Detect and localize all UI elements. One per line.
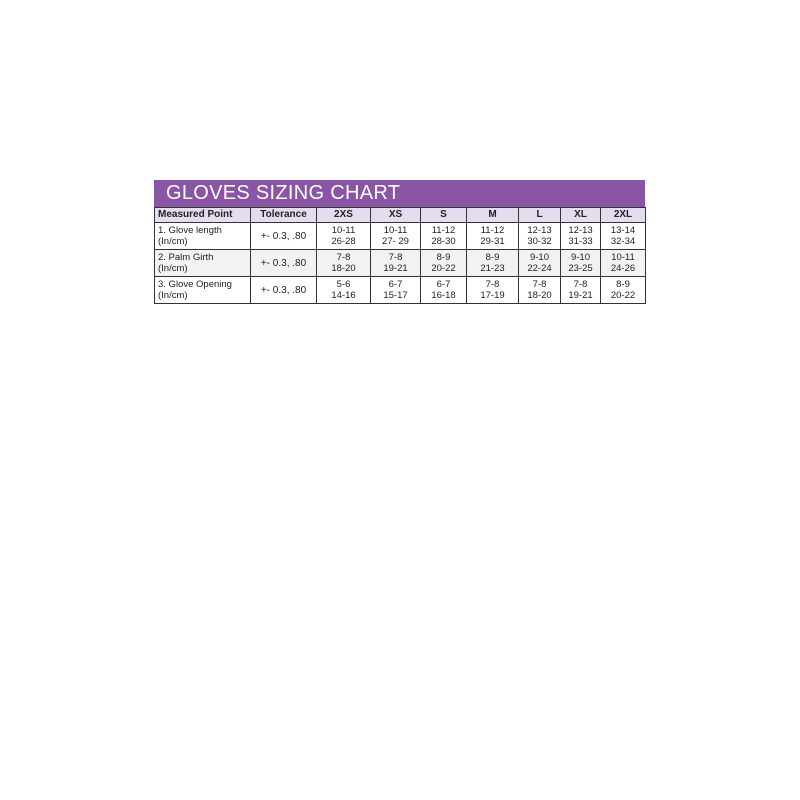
size-cell: [467, 250, 519, 277]
size-inches: 6-7: [436, 279, 451, 290]
table-row: [155, 250, 646, 277]
header-measured-point: Measured Point: [155, 208, 251, 223]
table-row: [155, 277, 646, 304]
size-inches: 6-7: [388, 279, 403, 290]
size-cell: [561, 250, 601, 277]
size-cm: 19-21: [383, 263, 408, 274]
tolerance-cell: +- 0.3, .80: [251, 223, 317, 250]
measured-point-unit: (In/cm): [158, 263, 188, 274]
size-cell: [519, 250, 561, 277]
size-cm: 32-34: [610, 236, 636, 247]
size-cm: 23-25: [568, 263, 593, 274]
header-size-m: M: [467, 208, 519, 223]
size-cm: 28-30: [431, 236, 456, 247]
tolerance-cell: +- 0.3, .80: [251, 250, 317, 277]
size-cell: [467, 277, 519, 304]
size-cm: 30-32: [527, 236, 552, 247]
measured-point-cell: [155, 277, 251, 304]
size-cm: 22-24: [527, 263, 552, 274]
size-inches: 12-13: [568, 225, 593, 236]
header-size-2xl: 2XL: [601, 208, 646, 223]
size-cm: 16-18: [431, 290, 456, 301]
size-cell: [561, 277, 601, 304]
size-cell: [371, 223, 421, 250]
size-cell: [317, 223, 371, 250]
size-inches: 11-12: [431, 225, 456, 236]
chart-title: GLOVES SIZING CHART: [154, 180, 645, 207]
size-inches: 13-14: [610, 225, 636, 236]
size-cell: [317, 277, 371, 304]
size-cm: 31-33: [568, 236, 593, 247]
size-cm: 15-17: [383, 290, 408, 301]
size-cm: 18-20: [527, 290, 552, 301]
size-cell: [371, 277, 421, 304]
size-cm: 21-23: [480, 263, 505, 274]
size-inches: 7-8: [485, 279, 500, 290]
tolerance-cell: +- 0.3, .80: [251, 277, 317, 304]
size-cm: 20-22: [610, 290, 636, 301]
size-cell: [317, 250, 371, 277]
size-inches: 9-10: [529, 252, 549, 263]
size-inches: 12-13: [527, 225, 552, 236]
measured-point-cell: [155, 250, 251, 277]
size-inches: 11-12: [480, 225, 505, 236]
size-inches: 7-8: [336, 252, 351, 263]
size-cm: 26-28: [331, 236, 356, 247]
size-cm: 14-16: [331, 290, 356, 301]
size-cell: [519, 223, 561, 250]
header-tolerance: Tolerance: [251, 208, 317, 223]
measured-point-label: 3. Glove Opening: [158, 279, 232, 290]
size-cell: [519, 277, 561, 304]
measured-point-label: 2. Palm Girth: [158, 252, 214, 263]
size-inches: 8-9: [436, 252, 451, 263]
size-cm: 17-19: [480, 290, 505, 301]
size-inches: 10-11: [611, 252, 635, 263]
size-cm: 27- 29: [382, 236, 409, 247]
size-cell: [601, 223, 646, 250]
measured-point-unit: (In/cm): [158, 290, 188, 301]
size-cell: [421, 223, 467, 250]
size-cell: [601, 277, 646, 304]
size-inches: 8-9: [616, 279, 630, 290]
sizing-chart: [154, 180, 645, 304]
measured-point-cell: [155, 223, 251, 250]
header-size-s: S: [421, 208, 467, 223]
header-size-2xs: 2XS: [317, 208, 371, 223]
size-inches: 7-8: [388, 252, 403, 263]
size-cell: [421, 250, 467, 277]
measured-point-label: 1. Glove length: [158, 225, 222, 236]
size-cm: 24-26: [610, 263, 636, 274]
size-cell: [421, 277, 467, 304]
size-cm: 19-21: [568, 290, 593, 301]
size-inches: 7-8: [573, 279, 588, 290]
size-cm: 29-31: [480, 236, 505, 247]
size-inches: 7-8: [532, 279, 547, 290]
size-inches: 10-11: [331, 225, 356, 236]
size-inches: 5-6: [336, 279, 351, 290]
header-size-l: L: [519, 208, 561, 223]
sizing-table: [154, 207, 646, 304]
size-cell: [467, 223, 519, 250]
size-inches: 10-11: [383, 225, 408, 236]
measured-point-unit: (In/cm): [158, 236, 188, 247]
header-size-xs: XS: [371, 208, 421, 223]
size-cell: [601, 250, 646, 277]
size-inches: 9-10: [570, 252, 590, 263]
header-size-xl: XL: [561, 208, 601, 223]
size-cm: 20-22: [431, 263, 456, 274]
size-cell: [371, 250, 421, 277]
header-row: [155, 208, 646, 223]
size-cell: [561, 223, 601, 250]
size-cm: 18-20: [331, 263, 356, 274]
size-inches: 8-9: [485, 252, 500, 263]
table-row: [155, 223, 646, 250]
